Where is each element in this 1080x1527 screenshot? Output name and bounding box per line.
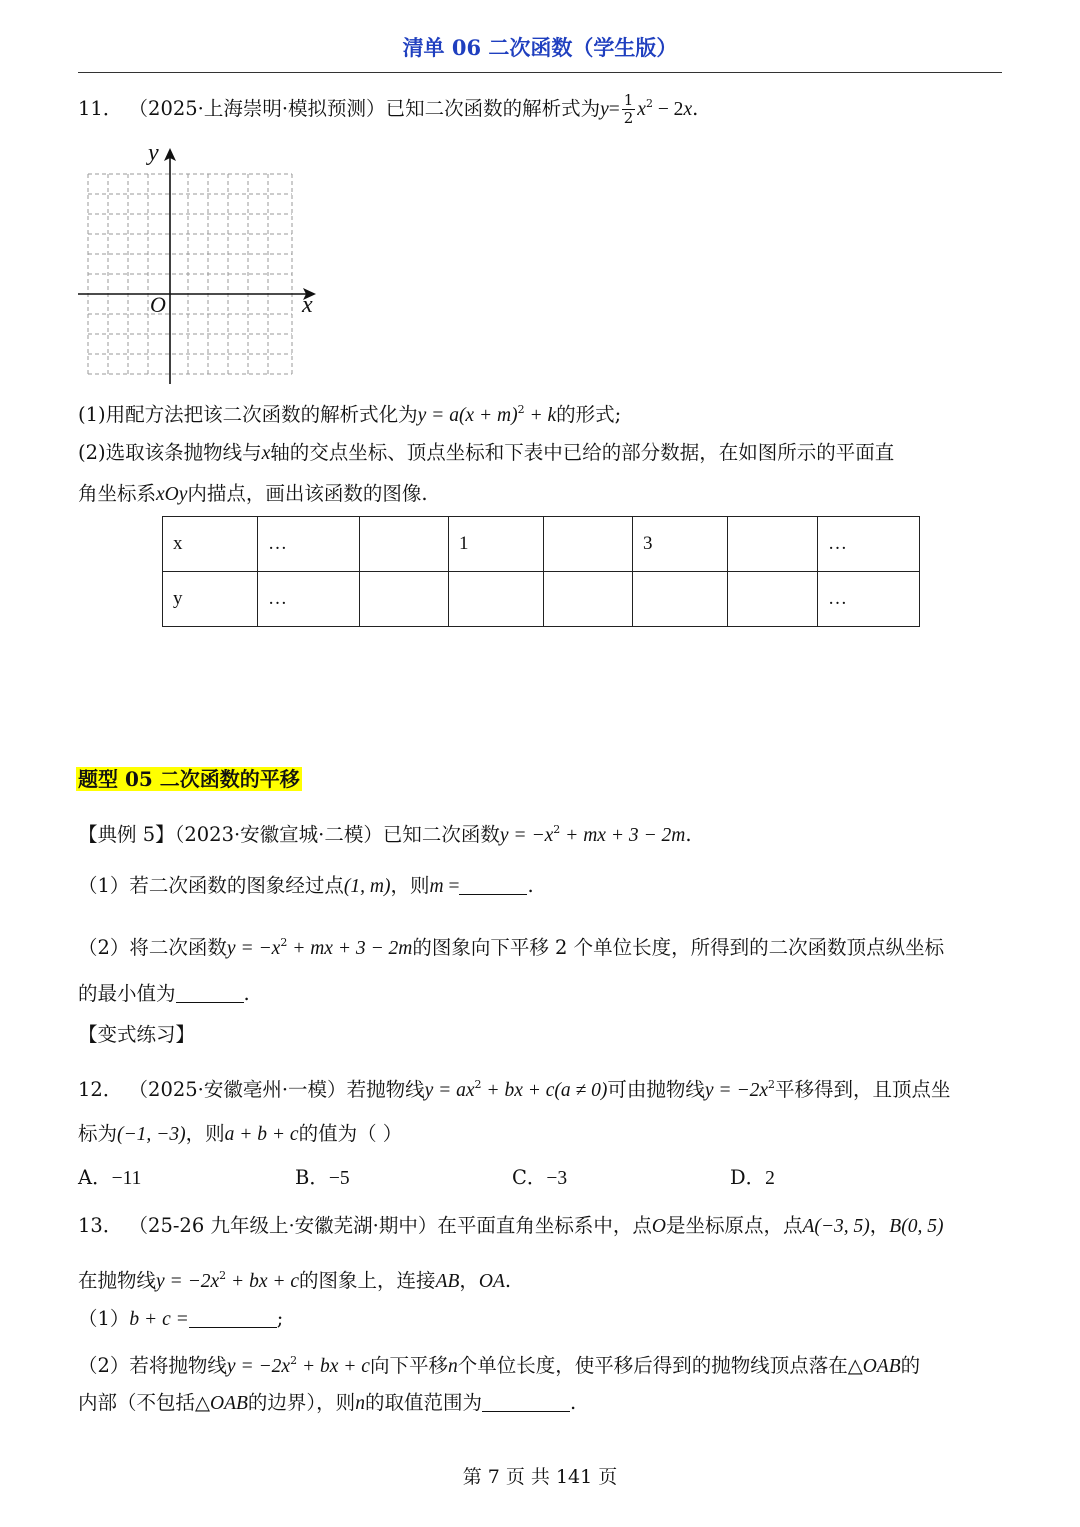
question-11-part1 (78, 396, 621, 430)
question-text-cont: 可由抛物线 (607, 1078, 705, 1101)
option-value: 2 (765, 1168, 775, 1189)
table-cell: … (258, 517, 360, 572)
y-axis-label: y (148, 140, 159, 166)
formula-end: . (692, 97, 699, 120)
part1-text-end: 的形式; (556, 403, 622, 426)
option-label: C． (512, 1166, 547, 1189)
part2-line2-end: 内描点，画出该函数的图像. (187, 482, 428, 505)
b-plus-c-expression: b + c = (129, 1309, 189, 1330)
parabola-formula-tail: + bx + c(a ≠ 0) (481, 1080, 608, 1101)
part1-text: (1)用配方法把该二次函数的解析式化为 (78, 403, 418, 426)
answer-blank[interactable] (189, 1309, 277, 1328)
option-label: B． (295, 1166, 329, 1189)
part2-text-end: 的 (900, 1354, 921, 1377)
page-header-title: 清单 06 二次函数（学生版） (402, 35, 678, 60)
page-footer: 第 7 页 共 141 页 (462, 1466, 618, 1488)
fraction-denominator: 2 (623, 109, 634, 127)
option-c[interactable] (512, 1164, 567, 1193)
table-cell (360, 572, 449, 627)
vertex-point: (−1, −3) (117, 1124, 186, 1145)
question-text: 标为 (78, 1122, 118, 1145)
x-axis-label: x (302, 292, 313, 318)
example-formula-exponent: 2 (553, 823, 561, 836)
table-cell: y (163, 572, 258, 627)
point-b: B(0, 5) (889, 1216, 944, 1237)
question-text-cont: 是坐标原点，点 (665, 1214, 803, 1237)
part2-text: （2）若将抛物线 (78, 1354, 227, 1377)
vertex-form-formula: y = a(x + m) (417, 405, 518, 426)
question-source: （25-26 九年级上·安徽芜湖·期中） (128, 1214, 438, 1237)
variant-practice-label: 【变式练习】 (78, 1023, 196, 1046)
option-d[interactable] (730, 1164, 775, 1193)
table-cell: x (163, 517, 258, 572)
question-text-cont: ，则 (185, 1122, 225, 1145)
example-label: 【典例 5】 (78, 823, 175, 846)
fraction-numerator: 1 (623, 91, 634, 109)
part2-line2-cont: 的边界），则 (247, 1391, 356, 1414)
answer-blank[interactable] (482, 1393, 570, 1412)
parabola-formula-tail: + bx + c (226, 1271, 300, 1292)
triangle-oab: △OAB (847, 1356, 901, 1377)
part2-line2-cont2: 的取值范围为 (364, 1391, 482, 1414)
var-m: m (429, 876, 444, 897)
comma: ， (869, 1214, 890, 1237)
table-cell (728, 517, 818, 572)
parabola-formula-exponent: 2 (219, 1269, 227, 1282)
question-13-line1 (78, 1212, 943, 1241)
example-source: （2023·安徽宣城·二模） (174, 823, 383, 846)
parabola-formula-2: y = −2x (704, 1080, 769, 1101)
part2-text-cont2: 个单位长度，使平移后得到的抛物线顶点落在 (457, 1354, 848, 1377)
parabola-formula: y = ax (424, 1080, 475, 1101)
part1-end: ; (276, 1307, 284, 1330)
part2-end: . (243, 982, 250, 1005)
formula-exponent: 2 (645, 97, 653, 110)
table-row-y (163, 572, 920, 627)
formula-var-x: x (637, 99, 646, 120)
table-cell (633, 572, 728, 627)
question-number: 11． (78, 97, 123, 120)
option-label: D． (730, 1166, 766, 1189)
option-b[interactable] (295, 1164, 350, 1193)
example-text: 已知二次函数 (382, 823, 500, 846)
point-a: A(−3, 5) (802, 1216, 870, 1237)
option-value: −11 (111, 1168, 142, 1189)
question-text-cont2: 平移得到，且顶点坐 (775, 1078, 951, 1101)
coordinate-grid-figure (74, 138, 324, 390)
question-11-part2-line2 (78, 480, 428, 509)
dashed-grid (88, 174, 292, 374)
var-n: n (447, 1356, 458, 1377)
question-13-part1 (78, 1305, 283, 1334)
part1-label: （1） (78, 1307, 130, 1330)
header-divider (78, 72, 1002, 73)
table-row-x (163, 517, 920, 572)
part2-formula-exponent: 2 (280, 936, 288, 949)
answer-blank[interactable] (459, 876, 527, 895)
xy-value-table (162, 516, 920, 627)
line-end: . (569, 1391, 577, 1414)
example-5-part1 (78, 872, 534, 901)
segment-ab: AB (435, 1271, 460, 1292)
formula-eq: = (608, 99, 620, 120)
question-12-line2 (78, 1120, 402, 1149)
equals-sign: = (443, 876, 460, 897)
formula-tail: − 2 (652, 99, 684, 120)
answer-blank[interactable] (176, 984, 244, 1003)
question-source: （2025·安徽亳州·一模） (128, 1078, 347, 1101)
section-title: 题型 05 二次函数的平移 (78, 767, 300, 791)
example-formula-tail: + mx + 3 − 2m (560, 825, 686, 846)
option-value: −3 (546, 1168, 568, 1189)
part2-text-cont: 轴的交点坐标、顶点坐标和下表中已给的部分数据，在如图所示的平面直 (270, 441, 895, 464)
option-value: −5 (328, 1168, 350, 1189)
question-number: 12． (78, 1078, 123, 1101)
question-source: （2025·上海崇明·模拟预测） (128, 97, 386, 120)
option-a[interactable] (78, 1164, 141, 1193)
segment-oa: OA (478, 1271, 505, 1292)
part1-text-cont: ，则 (390, 874, 430, 897)
part2-xoy: xOy (156, 484, 188, 505)
question-13-part2-line1 (78, 1347, 920, 1381)
table-cell (360, 517, 449, 572)
part2-line2-text: 内部（不包括 (78, 1391, 196, 1414)
question-11-stem (78, 90, 698, 127)
question-text: 若抛物线 (346, 1078, 425, 1101)
comma: ， (459, 1269, 479, 1292)
part1-end: . (527, 874, 534, 897)
table-cell (728, 572, 818, 627)
part2-formula-tail: + bx + c (297, 1356, 370, 1377)
question-13-part2-line2 (78, 1389, 576, 1418)
var-n: n (355, 1393, 365, 1414)
example-5-part2-line2 (78, 980, 250, 1008)
part2-line2-text: 角坐标系 (78, 482, 157, 505)
part2-text-cont: 的图象向下平移 2 个单位长度，所得到的二次函数顶点纵坐标 (412, 936, 945, 959)
table-cell: … (258, 572, 360, 627)
parabola-formula: y = −2x (156, 1271, 220, 1292)
formula-fraction (622, 92, 636, 127)
part2-var-x: x (261, 443, 271, 464)
table-cell: … (818, 517, 920, 572)
question-13-line2 (78, 1262, 511, 1296)
example-5-part2-line1 (78, 929, 944, 963)
vertex-form-tail: + k (524, 405, 557, 426)
question-text-end: 的值为（ ） (298, 1122, 403, 1145)
question-text-cont: 的图象上，连接 (299, 1269, 436, 1292)
part2-line2-text: 的最小值为 (78, 982, 176, 1005)
example-5-stem (78, 816, 692, 850)
table-cell (544, 572, 633, 627)
table-cell: … (818, 572, 920, 627)
option-label: A． (78, 1166, 112, 1189)
formula-tail-x: x (683, 99, 693, 120)
question-text: 在抛物线 (78, 1269, 157, 1292)
section-05-heading (76, 765, 302, 793)
table-cell (544, 517, 633, 572)
question-12-line1 (78, 1071, 951, 1105)
parabola-formula-2-exponent: 2 (768, 1078, 776, 1091)
question-text: 已知二次函数的解析式为 (385, 97, 601, 120)
line-end: . (504, 1269, 512, 1292)
origin-label: O (150, 292, 166, 317)
question-11-part2-line1 (78, 439, 894, 468)
table-cell (449, 572, 544, 627)
part2-formula-exponent: 2 (290, 1354, 298, 1367)
sum-expression: a + b + c (224, 1124, 299, 1145)
formula-var-y: y (600, 99, 609, 120)
question-number: 13． (78, 1214, 123, 1237)
point-o: O (651, 1216, 666, 1237)
part1-text: （1）若二次函数的图象经过点 (78, 874, 344, 897)
part2-formula: y = −2x (226, 1356, 291, 1377)
example-end: . (685, 823, 692, 846)
part2-formula: y = −x (226, 938, 281, 959)
part2-text-cont: 向下平移 (369, 1354, 448, 1377)
question-text: 在平面直角坐标系中，点 (437, 1214, 652, 1237)
example-formula: y = −x (499, 825, 554, 846)
triangle-oab: △OAB (195, 1393, 248, 1414)
part2-text: (2)选取该条抛物线与 (78, 441, 262, 464)
vertex-form-exponent: 2 (517, 403, 525, 416)
table-cell: 3 (633, 517, 728, 572)
part2-text: （2）将二次函数 (78, 936, 227, 959)
table-cell: 1 (449, 517, 544, 572)
point-1-m: (1, m) (343, 876, 391, 897)
part2-formula-tail: + mx + 3 − 2m (287, 938, 413, 959)
parabola-formula-exponent: 2 (474, 1078, 482, 1091)
